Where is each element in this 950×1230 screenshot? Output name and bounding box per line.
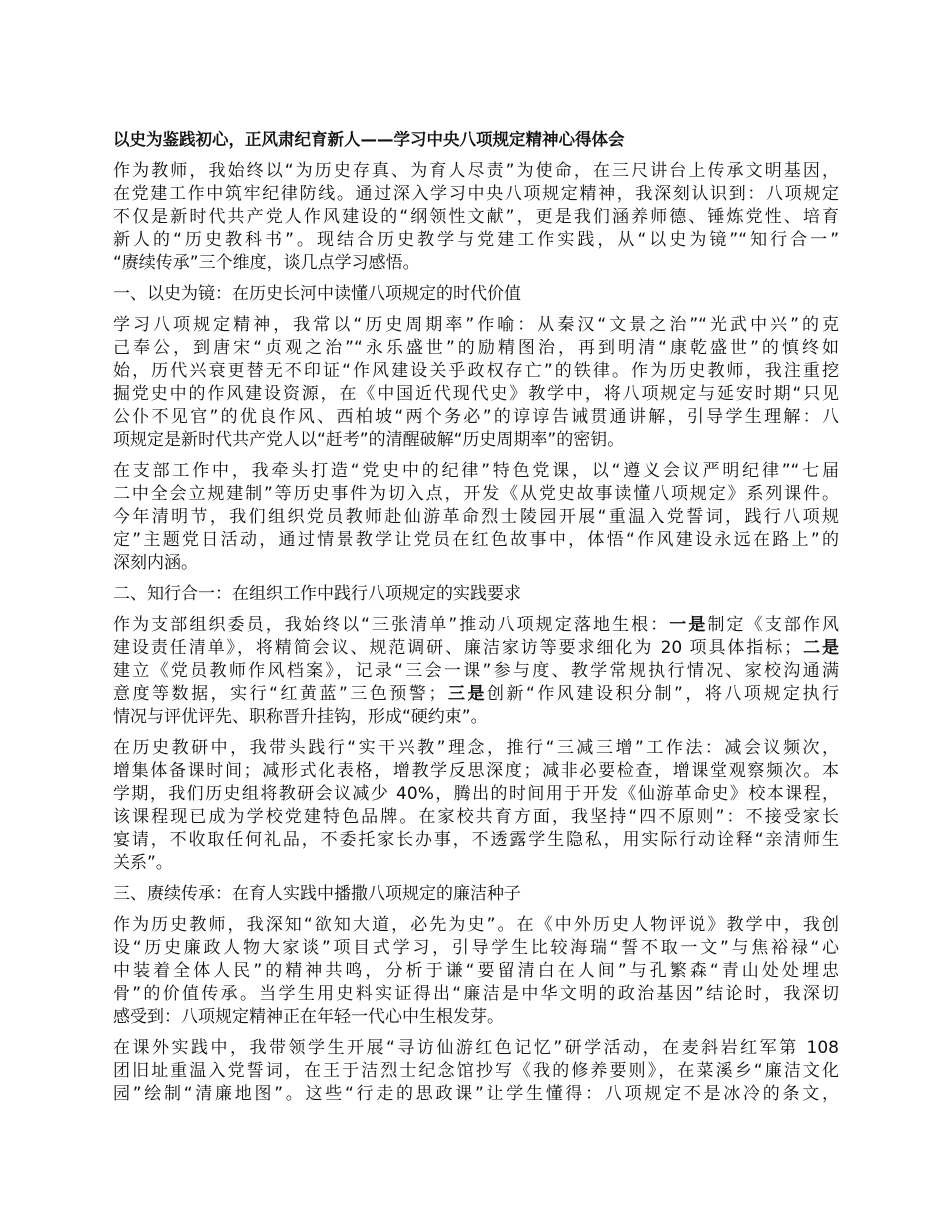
text-line: 骨”的价值传承。当学生用史料实证得出“廉洁是中华文明的政治基因”结论时，我深切 [113,984,839,1004]
text-line: 新人的“历史教科书”。现结合历史教学与党建工作实践，从“以史为镜”“知行合一” [113,230,839,250]
text-line: 作为教师，我始终以“为历史存真、为育人尽责”为使命，在三尺讲台上传承文明基因， [113,161,839,181]
text-line: 团旧址重温入党誓词，在王于洁烈士纪念馆抄写《我的修养要则》，在菜溪乡“廉洁文化 [113,1061,839,1081]
text-line: 学期，我们历史组将教研会议减少 40%，腾出的时间用于开发《仙游革命史》校本课程， [113,784,839,804]
document-page [113,128,839,1114]
text-line: 始，历代兴衰更替无不印证“作风建设关乎政权存亡”的铁律。作为历史教师，我注重挖 [113,361,839,381]
text-line: 宴请，不收取任何礼品，不委托家长办事，不透露学生隐私，用实际行动诠释“亲清师生 [113,830,839,850]
text-line: 该课程现已成为学校党建特色品牌。在家校共育方面，我坚持“四不原则”：不接受家长 [113,807,839,827]
text-line: 不仅是新时代共产党人作风建设的“纲领性文献”，更是我们涵养师德、锤炼党性、培育 [113,207,839,227]
paragraph [113,160,839,275]
text-line: 设“历史廉政人物大家谈”项目式学习，引导学生比较海瑞“誓不取一文”与焦裕禄“心 [113,938,839,958]
text-line: 在党建工作中筑牢纪律防线。通过深入学习中央八项规定精神，我深刻认识到：八项规定 [113,184,839,204]
section-heading: 三、赓续传承：在育人实践中播撒八项规定的廉洁种子 [113,884,521,904]
text-line: 定”主题党日活动，通过情景教学让党员在红色故事中，体悟“作风建设永远在路上”的 [113,530,839,550]
text-line: 学习八项规定精神，我常以“历史周期率”作喻：从秦汉“文景之治”“光武中兴”的克 [113,315,839,335]
bold-text: 二是 [801,638,839,658]
text-line: 情况与评优评先、职称晋升挂钩，形成“硬约束”。 [113,707,488,727]
paragraph [113,1037,839,1106]
text-line [113,637,839,660]
text-line: 在课外实践中，我带领学生开展“寻访仙游红色记忆”研学活动，在麦斜岩红军第 108 [113,1038,839,1058]
text-segment: 建设责任清单》，将精简会议、规范调研、廉洁家访等要求细化为 20 项具体指标； [113,638,802,658]
text-line: 项规定是新时代共产党人以“赶考”的清醒破解“历史周期率”的密钥。 [113,430,625,450]
document-body [113,160,839,1106]
text-line: “赓续传承”三个维度，谈几点学习感悟。 [113,253,420,273]
text-segment: 制定《支部作风 [707,615,839,635]
text-line: 掘党史中的作风建设资源，在《中国近代现代史》教学中，将八项规定与延安时期“只见 [113,384,839,404]
text-line: 作为历史教师，我深知“欲知大道，必先为史”。在《中外历史人物评说》教学中，我创 [113,915,839,935]
text-line [113,614,839,637]
paragraph [113,914,839,1029]
text-line: 在历史教研中，我带头践行“实干兴教”理念，推行“三减三增”工作法：减会议频次， [113,738,839,758]
paragraph [113,614,839,729]
text-line: 建立《党员教师作风档案》，记录“三会一课”参与度、教学常规执行情况、家校沟通满 [113,661,839,681]
text-line: 园”绘制“清廉地图”。这些“行走的思政课”让学生懂得：八项规定不是冰冷的条文， [113,1084,839,1104]
text-line: 在支部工作中，我牵头打造“党史中的纪律”特色党课，以“遵义会议严明纪律”“七届 [113,461,839,481]
text-line: 二中全会立规建制”等历史事件为切入点，开发《从党史故事读懂八项规定》系列课件。 [113,484,839,504]
text-line: 己奉公，到唐宋“贞观之治”“永乐盛世”的励精图治，再到明清“康乾盛世”的慎终如 [113,338,839,358]
text-line: 中装着全体人民”的精神共鸣，分析于谦“要留清白在人间”与孔繁森“青山处处埋忠 [113,961,839,981]
paragraph [113,460,839,575]
text-segment: 意度等数据，实行“红黄蓝”三色预警； [113,684,446,704]
text-segment: 创新“作风建设积分制”，将八项规定执行 [487,684,839,704]
bold-text: 三是 [445,684,488,704]
paragraph [113,314,839,452]
section-heading: 一、以史为镜：在历史长河中读懂八项规定的时代价值 [113,284,521,304]
section-heading: 二、知行合一：在组织工作中践行八项规定的实践要求 [113,584,521,604]
text-line [113,683,839,706]
bold-text: 一是 [669,615,708,635]
text-line: 今年清明节，我们组织党员教师赴仙游革命烈士陵园开展“重温入党誓词，践行八项规 [113,507,839,527]
text-line: 深刻内涵。 [113,553,198,573]
text-line: 感受到：八项规定精神正在年轻一代心中生根发芽。 [113,1007,504,1027]
paragraph [113,737,839,875]
text-line: 增集体备课时间；减形式化表格，增教学反思深度；减非必要检查，增课堂观察频次。本 [113,761,839,781]
text-segment: 作为支部组织委员，我始终以“三张清单”推动八项规定落地生根： [113,615,670,635]
text-line: 公仆不见官”的优良作风、西柏坡“两个务必”的谆谆告诫贯通讲解，引导学生理解：八 [113,407,839,427]
document-title: 以史为鉴践初心，正风肃纪育新人——学习中央八项规定精神心得体会 [113,130,625,149]
text-line: 关系”。 [113,853,173,873]
